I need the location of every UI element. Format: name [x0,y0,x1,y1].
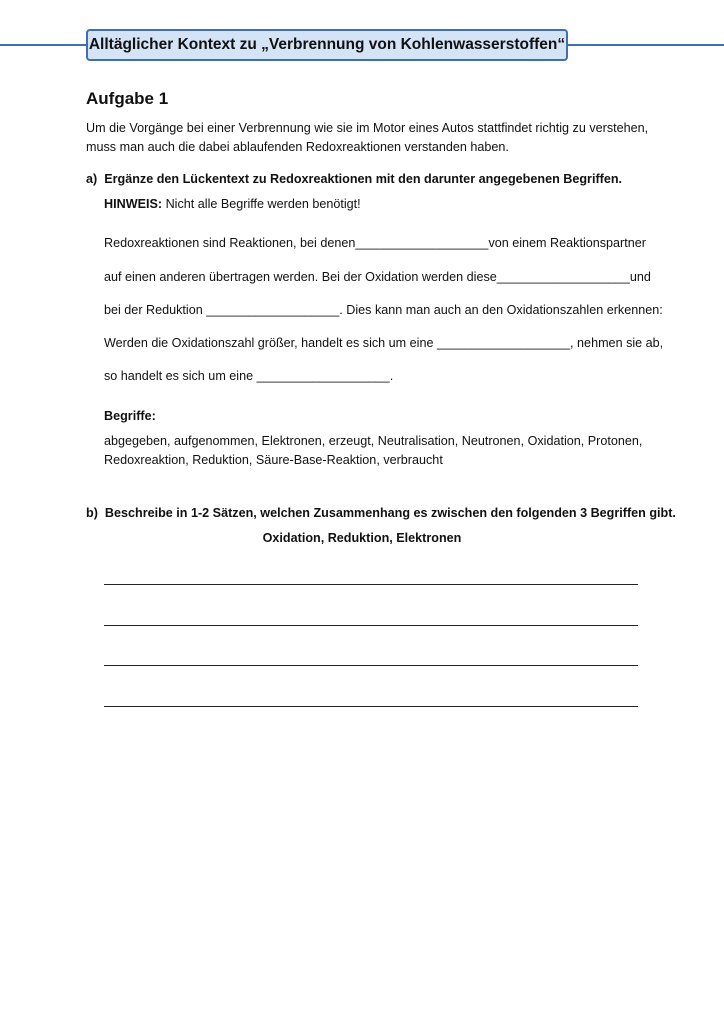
hint-text: Nicht alle Begriffe werden benötigt! [162,197,361,211]
cloze-line-1-part-c: von einem Reaktionspartner [488,236,646,250]
part-a-label: a) [86,172,98,186]
cloze-line-1-part-a: Redoxreaktionen sind Reaktionen, bei denen [104,236,356,250]
terms-line-2: Redoxreaktion, Reduktion, Säure-Base-Reaktion, verbraucht [104,453,443,467]
cloze-line-2 [104,270,651,284]
cloze-blank-1[interactable]: ___________________ [355,236,489,250]
part-a-instruction-text: Ergänze den Lückentext zu Redoxreaktionen mit den darunter angegebenen Begriffen. [104,172,623,186]
answer-line-2[interactable] [104,625,638,626]
answer-line-1[interactable] [104,584,638,585]
terms-line-1: abgegeben, aufgenommen, Elektronen, erzeugt, Neutralisation, Neutronen, Oxidation, Protonen, [104,434,643,448]
cloze-line-2-part-a: auf einen anderen übertragen werden. Bei der Oxidation werden diese [104,270,497,284]
hint [104,197,361,211]
part-b-terms: Oxidation, Reduktion, Elektronen [262,531,462,545]
part-a-instruction [86,172,622,186]
intro-line-1: Um die Vorgänge bei einer Verbrennung wie sie im Motor eines Autos stattfindet richtig zu verstehen, [86,121,649,135]
worksheet-title [86,29,568,61]
answer-line-4[interactable] [104,706,638,707]
cloze-blank-2[interactable]: ___________________ [496,270,630,284]
worksheet-title-text: Alltäglicher Kontext zu „Verbrennung von Kohlenwasserstoffen“ [88,36,566,53]
cloze-line-3: bei der Reduktion ___________________. Dies kann man auch an den Oxidationszahlen erkennen: [104,303,663,317]
terms-label: Begriffe: [104,409,156,423]
cloze-line-4: Werden die Oxidationszahl größer, handelt es sich um eine ___________________, nehmen sie ab, [104,336,664,350]
part-b-instruction-text: Beschreibe in 1-2 Sätzen, welchen Zusammenhang es zwischen den folgenden 3 Begriffen gibt. [104,506,676,520]
answer-line-3[interactable] [104,665,638,666]
cloze-line-5: so handelt es sich um eine ___________________. [104,369,394,383]
part-b-label: b) [86,506,98,520]
intro-line-2: muss man auch die dabei ablaufenden Redoxreaktionen verstanden haben. [86,140,509,154]
part-b-instruction [86,506,676,520]
cloze-line-1 [104,236,646,250]
task-heading: Aufgabe 1 [86,89,169,108]
cloze-line-2-part-c: und [629,270,651,284]
hint-label: HINWEIS: [104,197,163,211]
